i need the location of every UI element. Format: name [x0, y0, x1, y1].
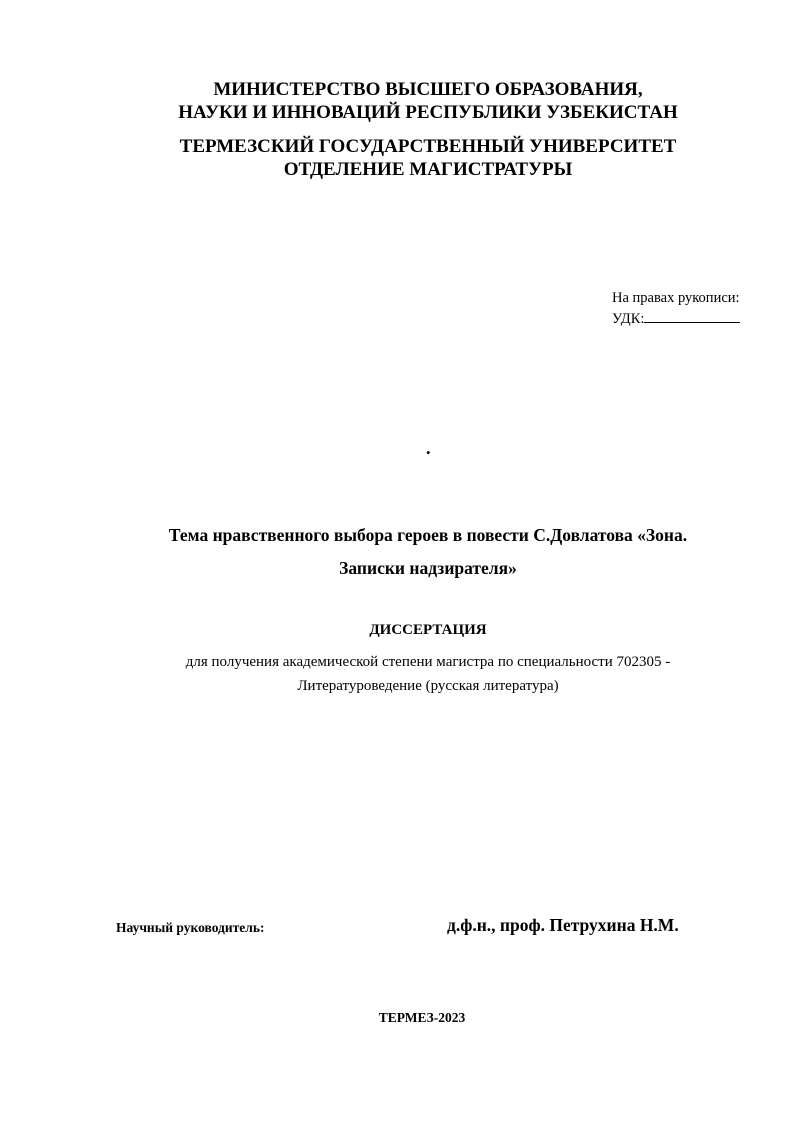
- ministry-title-line-2: НАУКИ И ИННОВАЦИЙ РЕСПУБЛИКИ УЗБЕКИСТАН: [178, 102, 678, 123]
- degree-description-line-1: для получения академической степени магистра по специальности 702305 -: [185, 654, 671, 670]
- city-year: ТЕРМЕЗ-2023: [378, 1010, 466, 1025]
- separator-dot: .: [426, 438, 431, 458]
- manuscript-block: [612, 288, 740, 329]
- supervisor-label: Научный руководитель:: [116, 920, 265, 935]
- university-name: ТЕРМЕЗСКИЙ ГОСУДАРСТВЕННЫЙ УНИВЕРСИТЕТ: [179, 136, 677, 157]
- department-name: ОТДЕЛЕНИЕ МАГИСТРАТУРЫ: [283, 159, 573, 180]
- udk-label: УДК:: [612, 311, 645, 327]
- thesis-topic-line-2: Записки надзирателя»: [339, 558, 517, 578]
- udk-blank-line: [644, 308, 740, 323]
- degree-description-line-2: Литературоведение (русская литература): [297, 678, 559, 694]
- manuscript-rights-text: На правах рукописи:: [612, 290, 740, 306]
- dissertation-title: ДИССЕРТАЦИЯ: [369, 622, 487, 638]
- supervisor-name: д.ф.н., проф. Петрухина Н.М.: [447, 915, 679, 935]
- thesis-topic-line-1: Тема нравственного выбора героев в повести С.Довлатова «Зона.: [168, 525, 688, 545]
- ministry-title-line-1: МИНИСТЕРСТВО ВЫСШЕГО ОБРАЗОВАНИЯ,: [213, 79, 643, 100]
- udk-field: [612, 308, 740, 329]
